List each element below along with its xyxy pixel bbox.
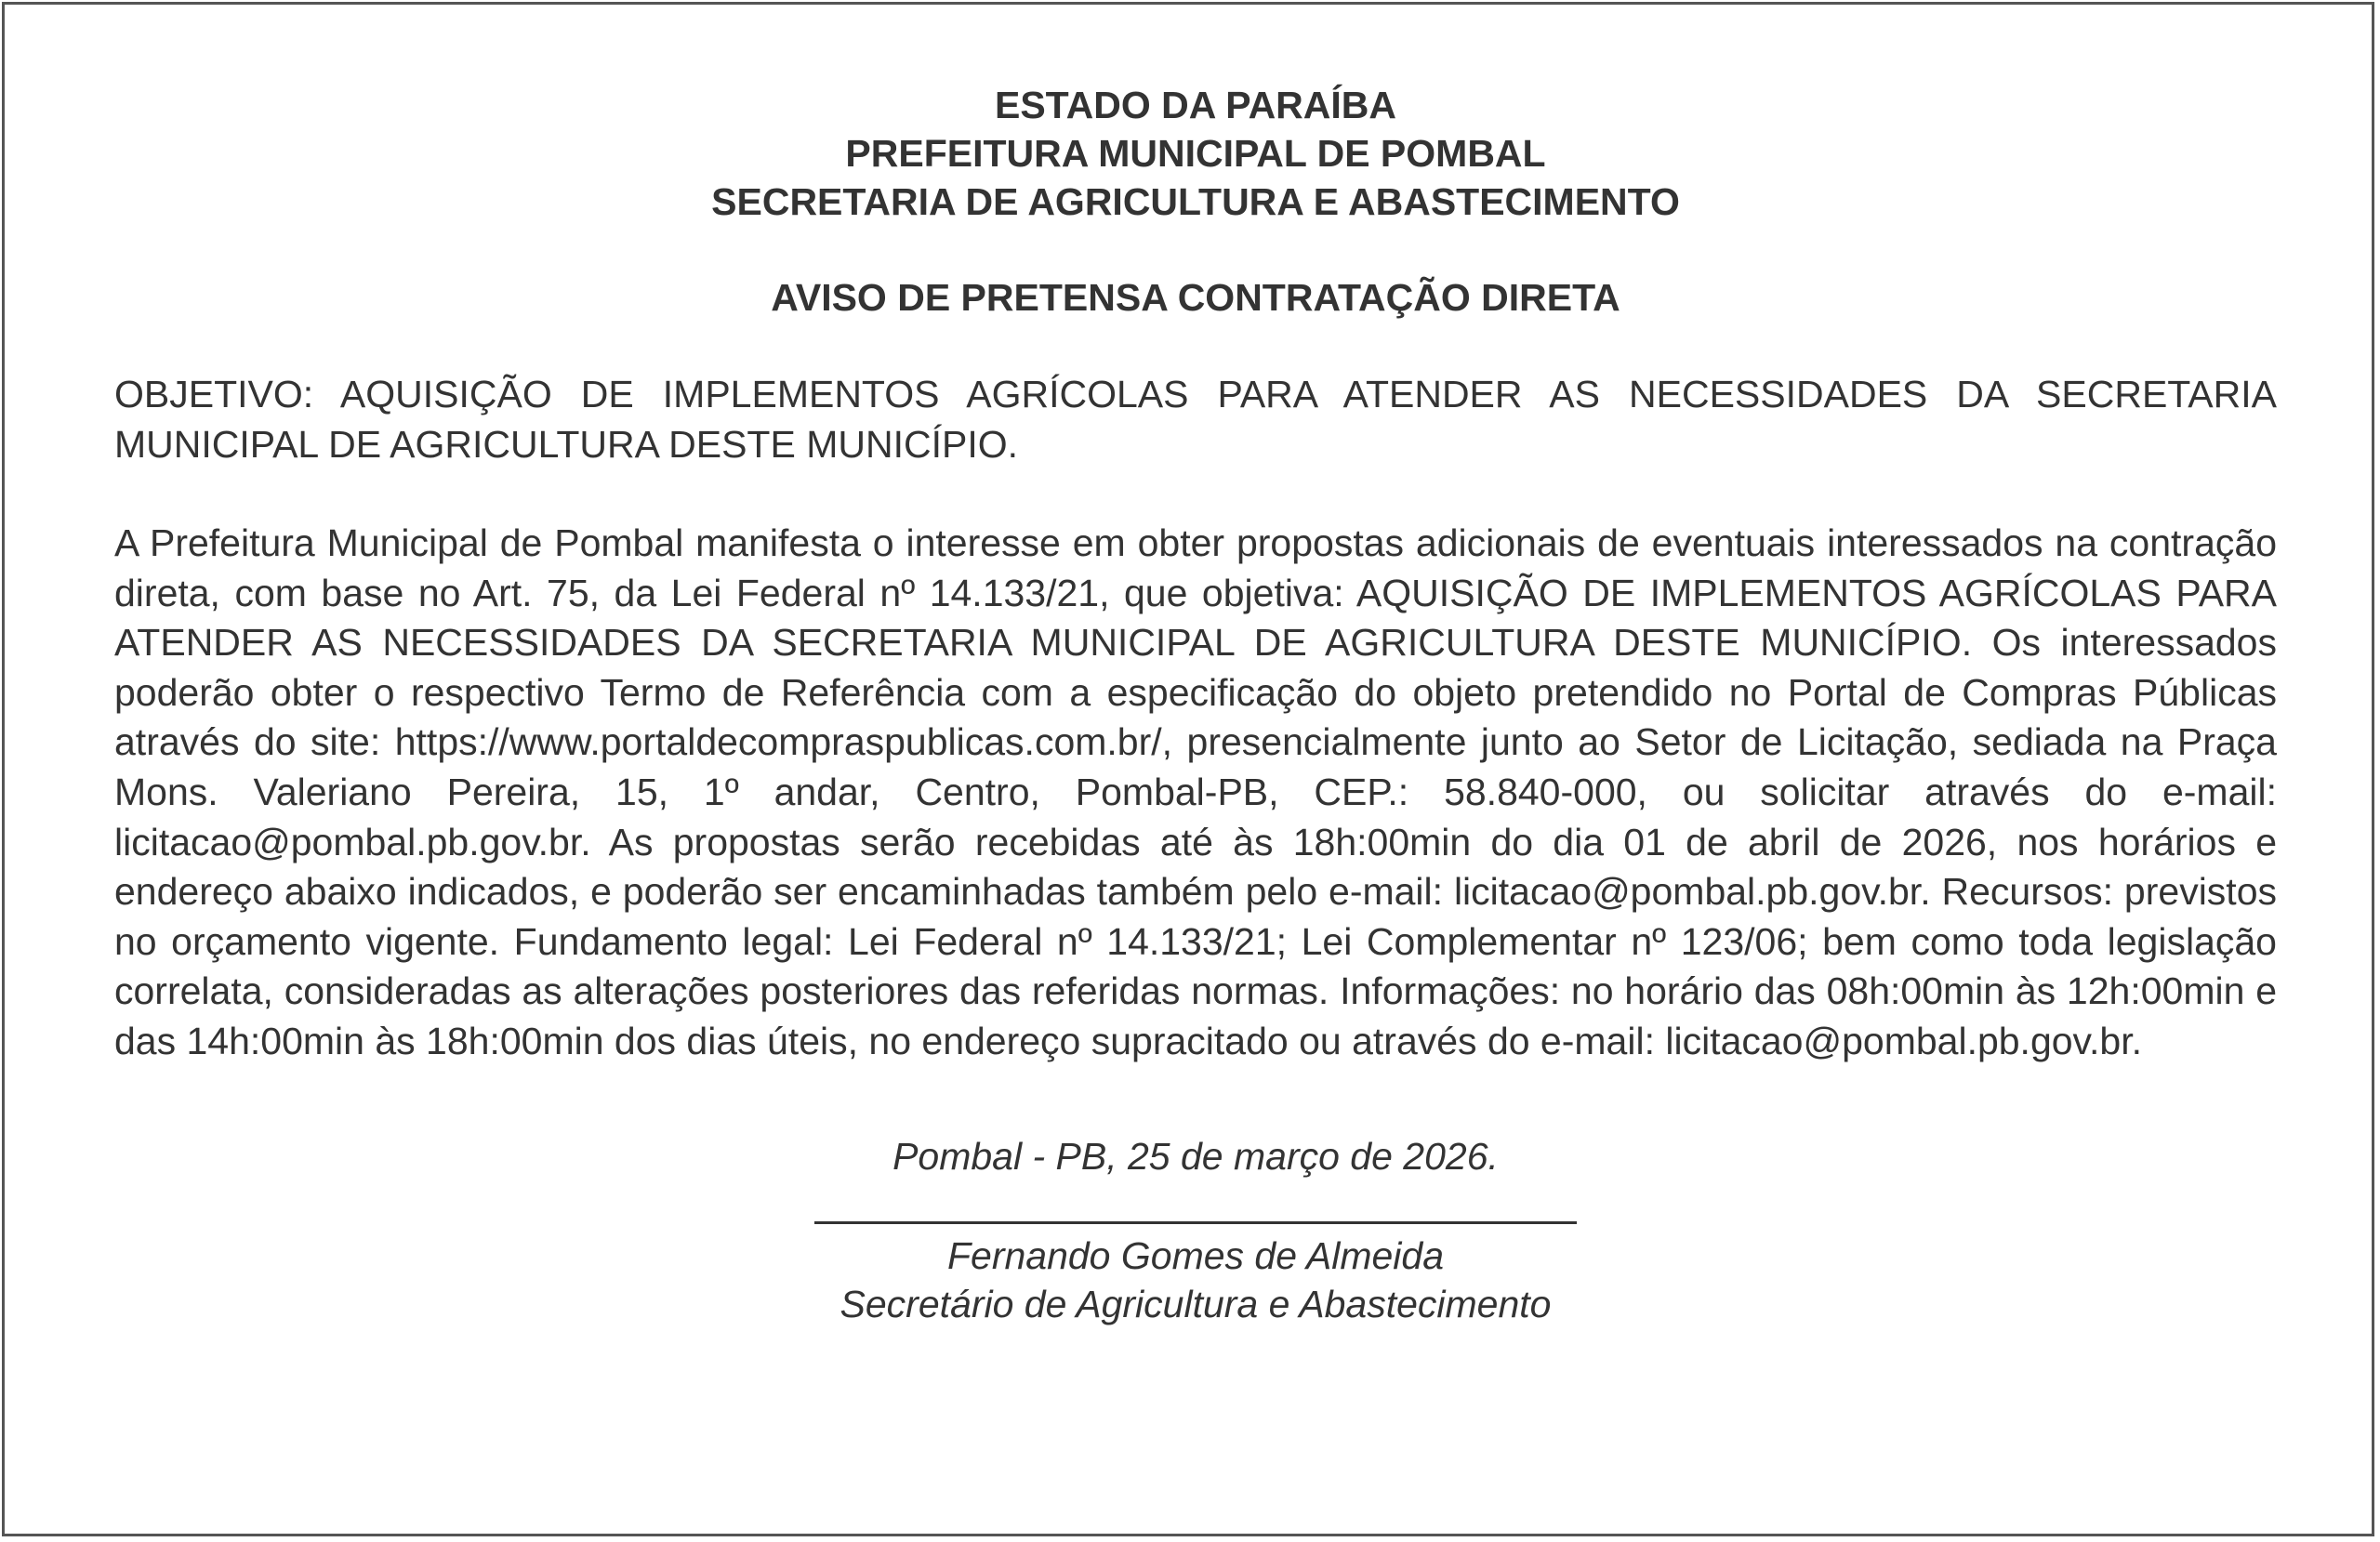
document-frame [2, 2, 2374, 1536]
place-and-date: Pombal - PB, 25 de março de 2026. [892, 1134, 1499, 1178]
notice-document [114, 81, 2277, 1328]
header-state: ESTADO DA PARAÍBA [994, 84, 1397, 126]
objective-paragraph: OBJETIVO: AQUISIÇÃO DE IMPLEMENTOS AGRÍCOLAS PARA ATENDER AS NECESSIDADES DA SECRETARIA MUNICIPAL DE AGRICULTURA DESTE MUNICÍPIO. [114, 373, 2277, 466]
signer-role: Secretário de Agricultura e Abastecimento [840, 1282, 1552, 1325]
signature-line [814, 1221, 1577, 1224]
notice-body-paragraph: A Prefeitura Municipal de Pombal manifesta o interesse em obter propostas adicionais de eventuais interessados na contração direta, com base no Art. 75, da Lei Federal nº 14.133/21, que objetiva: AQUISIÇÃO DE IMPLEMENTOS AGRÍCOLAS PARA ATENDER AS NECESSIDADES DA SECRETARIA MUNICIPAL DE AGRICULTURA DESTE MUNICÍPIO. Os interessados poderão obter o respectivo Termo de Referência com a especificação do objeto pretendido no Portal de Compras Públicas através do site: https://www.portaldecompraspublicas.com.br/, presencialmente junto ao Setor de Licitação, sediada na Praça Mons. Valeriano Pereira, 15, 1º andar, Centro, Pombal-PB, CEP.: 58.840-000, ou solicitar através do e-mail: licitacao@pombal.pb.gov.br. As propostas serão recebidas até às 18h:00min do dia 01 de abril de 2026, nos horários e endereço abaixo indicados, e poderão ser encaminhadas também pelo e-mail: licitacao@pombal.pb.gov.br. Recursos: previstos no orçamento vigente. Fundamento legal: Lei Federal nº 14.133/21; Lei Complementar nº 123/06; bem como toda legislação correlata, consideradas as alterações posteriores das referidas normas. Informações: no horário das 08h:00min às 12h:00min e das 14h:00min às 18h:00min dos dias úteis, no endereço supracitado ou através do e-mail: licitacao@pombal.pb.gov.br. [114, 521, 2277, 1062]
signer-name: Fernando Gomes de Almeida [946, 1233, 1445, 1277]
header-department: SECRETARIA DE AGRICULTURA E ABASTECIMENTO [711, 180, 1680, 223]
header-city-hall: PREFEITURA MUNICIPAL DE POMBAL [845, 132, 1546, 175]
signature-block [114, 1132, 2277, 1328]
notice-title: AVISO DE PRETENSA CONTRATAÇÃO DIRETA [771, 276, 1620, 319]
document-header [114, 81, 2277, 226]
